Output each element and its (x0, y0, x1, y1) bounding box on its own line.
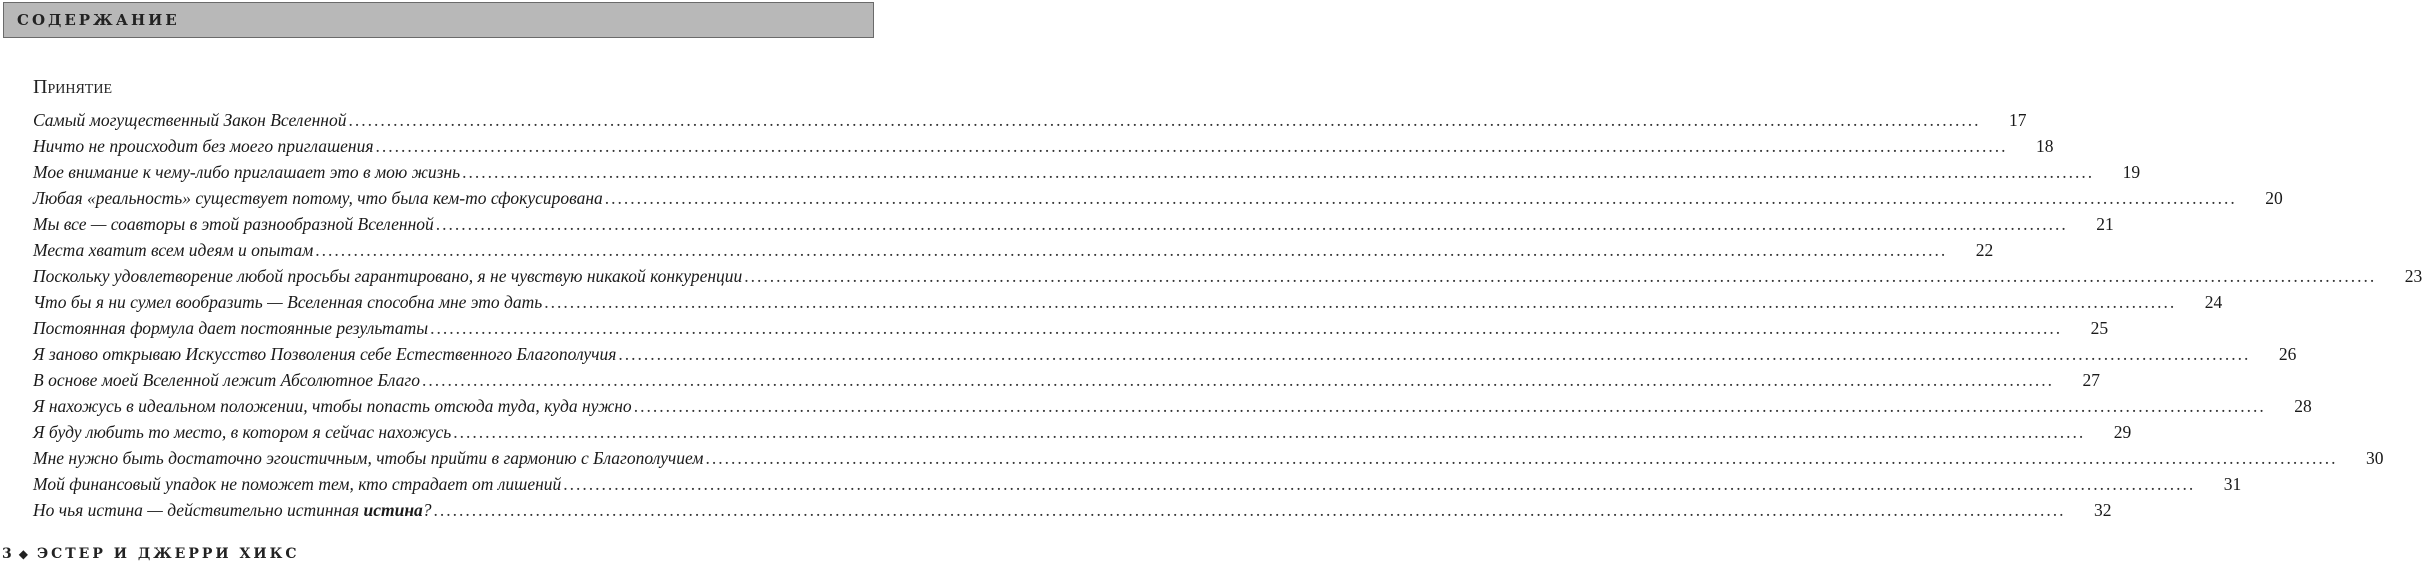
toc-page-number: 29 (2113, 422, 2132, 442)
toc-entry-title: Постоянная формула дает постоянные результаты (33, 318, 429, 338)
toc-page-number: 30 (2365, 448, 2384, 468)
toc-entry (33, 497, 2112, 523)
toc-entry-title: Я заново открываю Искусство Позволения себе Естественного Благополучия (33, 344, 617, 364)
dot-leader (462, 159, 2094, 185)
toc-entry (33, 445, 2384, 471)
dot-leader (634, 393, 2266, 419)
toc-page-number: 20 (2265, 188, 2283, 208)
toc-page-number: 32 (2094, 500, 2112, 520)
toc-entry-title: Любая «реальность» существует потому, что была кем-то сфокусирована (33, 188, 603, 208)
toc-entry (33, 367, 2100, 393)
toc-entry (33, 393, 2312, 419)
toc-entry-title: Мне нужно быть достаточно эгоистичным, чтобы прийти в гармонию с Благополучием (33, 448, 704, 468)
dot-leader (453, 419, 2085, 445)
author-name: ЭСТЕР И ДЖЕРРИ ХИКС (36, 546, 300, 562)
page-footer (2, 546, 299, 562)
dot-leader (605, 185, 2237, 211)
toc-entry-title: Места хватит всем идеям и опытам (33, 240, 314, 260)
toc-entry (33, 159, 2141, 185)
dot-leader (349, 107, 1981, 133)
dot-leader (315, 237, 1947, 263)
toc-entry-title: Ничто не происходит без моего приглашения (33, 136, 374, 156)
toc-entry (33, 107, 2027, 133)
toc-page-number: 31 (2223, 474, 2242, 494)
dot-leader (544, 289, 2176, 315)
toc-entry (33, 263, 2422, 289)
toc-entry (33, 133, 2054, 159)
toc-entry-title: Что бы я ни сумел вообразить — Вселенная способна мне это дать (33, 292, 543, 312)
toc-page-number: 23 (2404, 266, 2422, 286)
toc-entry-title: Мы все — соавторы в этой разнообразной Вселенной (33, 214, 434, 234)
dot-leader (744, 263, 2376, 289)
toc-entry-title: Самый могущественный Закон Вселенной (33, 110, 347, 130)
dot-leader (430, 315, 2062, 341)
toc-page-number: 25 (2090, 318, 2109, 338)
toc-entry-title: Я буду любить то место, в котором я сейчас нахожусь (33, 422, 452, 442)
dot-leader (434, 497, 2066, 523)
toc-entry (33, 185, 2283, 211)
toc-entry (33, 211, 2114, 237)
dot-leader (618, 341, 2250, 367)
toc-page-number: 19 (2122, 162, 2141, 182)
toc-entry-title: В основе моей Вселенной лежит Абсолютное Благо (33, 370, 420, 390)
toc-entry (33, 471, 2242, 497)
toc-page-number: 27 (2082, 370, 2100, 390)
diamond-icon: ◆ (18, 547, 28, 561)
toc-page-number: 22 (1975, 240, 1994, 260)
section-title: Принятие (33, 76, 113, 98)
toc-page-number: 26 (2278, 344, 2297, 364)
dot-leader (376, 133, 2008, 159)
toc-entry (33, 237, 1994, 263)
dot-leader (563, 471, 2195, 497)
page-number: 3 (2, 546, 12, 562)
toc-page-number: 17 (2009, 110, 2027, 130)
toc-entry-title: Мой финансовый упадок не поможет тем, кто страдает от лишений (33, 474, 562, 494)
toc-entry-title: Поскольку удовлетворение любой просьбы гарантировано, я не чувствую никакой конкуренции (33, 266, 743, 286)
dot-leader (436, 211, 2068, 237)
toc-entry (33, 289, 2223, 315)
toc-page-number: 21 (2096, 214, 2114, 234)
toc-entry-title: Но чья истина — действительно истинная истина? (33, 500, 432, 520)
table-of-contents (33, 107, 2422, 523)
toc-page-number: 24 (2204, 292, 2223, 312)
toc-entry-title: Мое внимание к чему-либо приглашает это в мою жизнь (33, 162, 461, 182)
toc-entry-emphasis: истина (363, 500, 423, 520)
toc-page-number: 28 (2294, 396, 2312, 416)
toc-entry (33, 315, 2109, 341)
dot-leader (422, 367, 2054, 393)
toc-entry (33, 419, 2132, 445)
header-bar (3, 2, 874, 38)
toc-page-number: 18 (2036, 136, 2054, 156)
dot-leader (705, 445, 2337, 471)
toc-entry-title: Я нахожусь в идеальном положении, чтобы попасть отсюда туда, куда нужно (33, 396, 632, 416)
page-title: СОДЕРЖАНИЕ (17, 11, 180, 29)
toc-entry (33, 341, 2297, 367)
